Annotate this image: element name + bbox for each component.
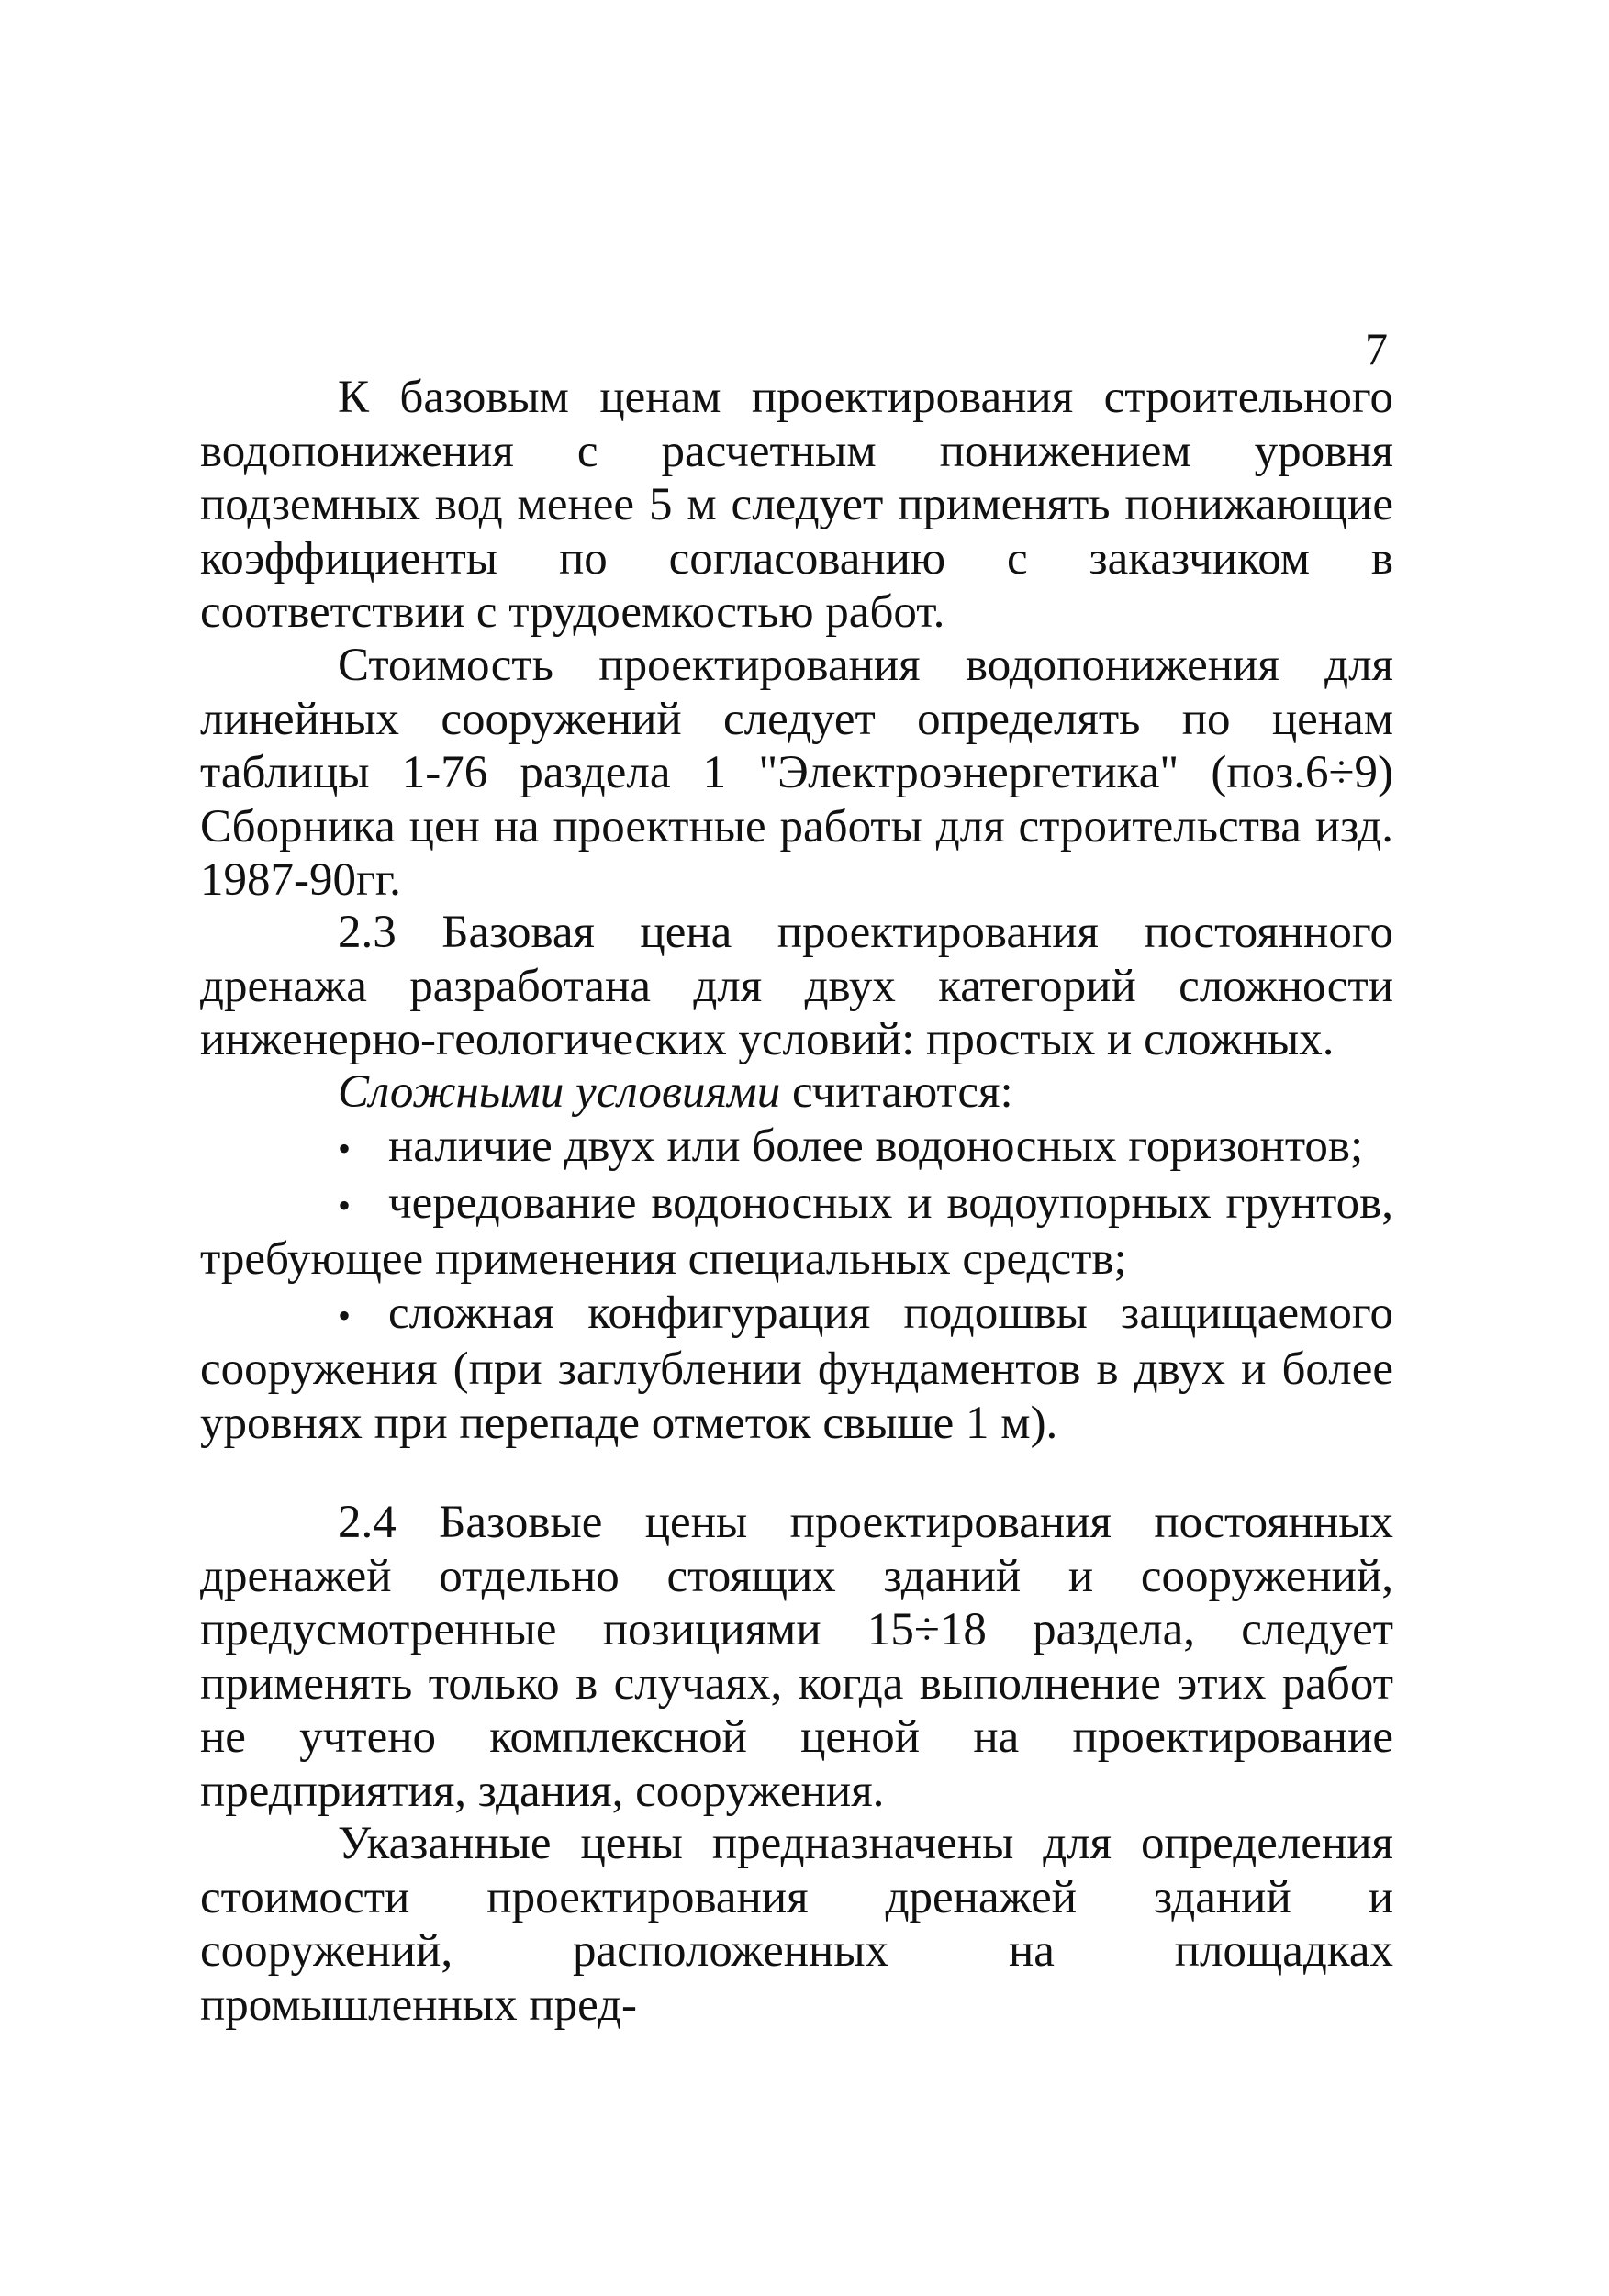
bullet-icon: • (338, 1128, 352, 1169)
list-item (200, 1176, 1393, 1287)
bullet-icon: • (338, 1294, 352, 1336)
list-item (200, 1287, 1393, 1451)
complex-conditions-rest: считаются: (780, 1066, 1013, 1118)
paragraph-text: Стоимость проектирования водопонижения для линейных сооружений следует определять по ценам таблицы 1-76 раздела 1 "Электроэнергетика" (поз.6÷9) Сборника цен на проектные работы для строительства изд. 1987-90гг. (200, 640, 1393, 906)
paragraph-prices-purpose (200, 1817, 1393, 2032)
paragraph-text (200, 1065, 1393, 1120)
paragraph-text: 2.3 Базовая цена проектирования постоянного дренажа разработана для двух категорий сложности инженерно-геологических условий: простых и сложных. (200, 907, 1393, 1065)
list-item (200, 1120, 1393, 1176)
paragraph-linear-structures-cost (200, 639, 1393, 908)
page-number: 7 (1365, 323, 1388, 374)
bullet-icon: • (338, 1184, 352, 1226)
paragraph-text: К базовым ценам проектирования строительного водопонижения с расчетным понижением уровня подземных вод менее 5 м следует применять понижающие коэффициенты по согласованию с заказчиком в соответствии с трудоемкостью работ. (200, 372, 1393, 638)
paragraph-text: 2.4 Базовые цены проектирования постоянных дренажей отдельно стоящих зданий и сооружений, предусмотренные позициями 15÷18 раздела, следует применять только в случаях, когда выполнение этих работ не учтено комплексной ценой на проектирование предприятия, здания, сооружения. (200, 1497, 1393, 1817)
complex-conditions-list (200, 1120, 1393, 1450)
paragraph-section-2-3 (200, 906, 1393, 1067)
paragraph-text: Указанные цены предназначены для определения стоимости проектирования дренажей зданий и сооружений, расположенных на площадках промышленных пред- (200, 1818, 1393, 2031)
list-item-text: наличие двух или более водоносных горизонтов; (388, 1120, 1364, 1172)
list-item-text: чередование водоносных и водоупорных грунтов, требующее применения специальных средств; (200, 1176, 1393, 1285)
paragraph-complex-conditions-intro (200, 1065, 1393, 1120)
complex-conditions-term: Сложными условиями (338, 1066, 781, 1118)
paragraph-section-2-4 (200, 1496, 1393, 1818)
list-item-text: сложная конфигурация подошвы защищаемого сооружения (при заглублении фундаментов в двух и более уровнях при перепаде отметок свыше 1 м). (200, 1287, 1393, 1449)
paragraph-base-prices-coefficients (200, 371, 1393, 640)
